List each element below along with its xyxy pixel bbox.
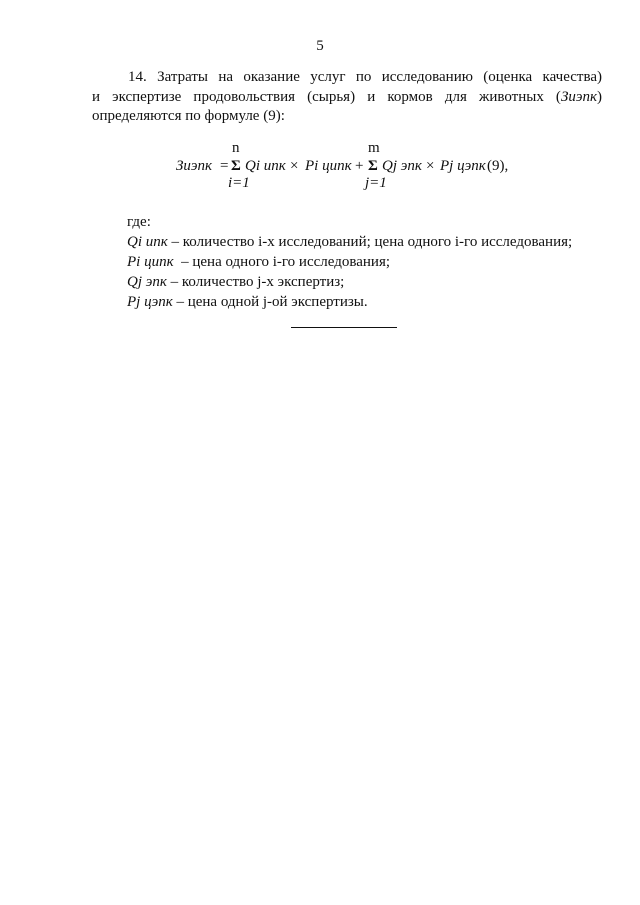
term2-price: Pj цэпк (440, 158, 486, 174)
sum2-lower-limit: j=1 (365, 175, 387, 191)
definitions-intro: где: (127, 214, 151, 230)
times-sign-2: × (426, 158, 435, 174)
page-number: 5 (316, 38, 324, 54)
definition-item: Qj эпк – количество j-х экспертиз; (127, 274, 345, 290)
paragraph-14 (92, 68, 602, 127)
sum1-sign: Σ (231, 158, 241, 174)
times-sign-1: × (290, 158, 299, 174)
definition-item: Pj цэпк – цена одной j-ой экспертизы. (127, 294, 368, 310)
definitions-list (127, 212, 572, 312)
paragraph-line-2: и экспертизе продовольствия (сырья) и кормов для животных (Зиэпк) (92, 88, 602, 105)
end-divider-line (291, 327, 397, 328)
term2-quantity: Qj эпк (382, 158, 422, 174)
sum2-upper-limit: m (368, 140, 380, 156)
sum2-sign: Σ (368, 158, 378, 174)
definition-variable: Pi ципк (127, 254, 174, 270)
formula-lhs: Зиэпк (176, 158, 213, 174)
sum1-lower-limit: i=1 (228, 175, 250, 191)
definition-variable: Qj эпк (127, 274, 167, 290)
paragraph-line-3: определяются по формуле (9): (92, 108, 285, 124)
term1-price: Pi ципк (305, 158, 352, 174)
formula-number: (9), (487, 158, 509, 174)
variable-ziepk: Зиэпк (560, 88, 597, 105)
term1-quantity: Qi ипк (245, 158, 286, 174)
definition-variable: Pj цэпк (127, 294, 173, 310)
definition-item: Qi ипк – количество i-х исследований; цена одного i-го исследования; (127, 234, 573, 250)
definition-variable: Qi ипк (127, 234, 168, 250)
sum1-upper-limit: n (232, 140, 240, 156)
formula-equals: = (220, 158, 229, 174)
formula-9 (0, 138, 640, 198)
paragraph-line-1: 14. Затраты на оказание услуг по исследованию (оценка качества) (128, 69, 602, 85)
definition-item: Pi ципк – цена одного i-го исследования; (127, 254, 391, 270)
plus-sign: + (355, 158, 364, 174)
